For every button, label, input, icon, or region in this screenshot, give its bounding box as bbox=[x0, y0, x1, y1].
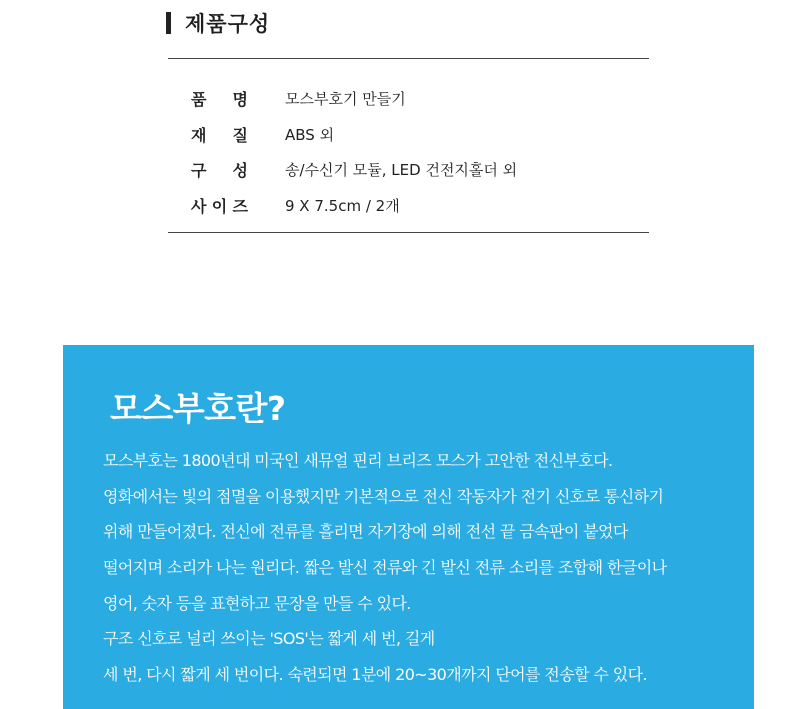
spec-table bbox=[191, 81, 517, 223]
spec-label-char: 재 bbox=[191, 125, 207, 145]
spec-label-char: 명 bbox=[232, 90, 248, 110]
info-line: 모스부호는 1800년대 미국인 새뮤얼 핀리 브리즈 모스가 고안한 전신부호다. bbox=[103, 451, 613, 470]
spec-label-char: 즈 bbox=[232, 196, 248, 216]
spec-label-char: 성 bbox=[232, 161, 248, 181]
table-bottom-rule bbox=[168, 232, 649, 233]
spec-label-char: 구 bbox=[191, 161, 207, 181]
section-title-text: 제품구성 bbox=[185, 12, 271, 36]
info-line: 떨어지며 소리가 나는 원리다. 짧은 발신 전류와 긴 발신 전류 소리를 조합해 한글이나 bbox=[103, 558, 667, 578]
spec-label bbox=[191, 123, 248, 146]
info-heading: 모스부호란? bbox=[110, 389, 286, 428]
morse-info-box bbox=[63, 345, 754, 709]
spec-row-size bbox=[191, 188, 517, 224]
info-line: 구조 신호로 널리 쓰이는 'SOS'는 짧게 세 번, 길게 bbox=[103, 629, 435, 649]
info-line: 세 번, 다시 짧게 세 번이다. 숙련되면 1분에 20~30개까지 단어를 전송할 수 있다. bbox=[103, 665, 647, 685]
spec-row-name bbox=[191, 81, 517, 117]
info-body bbox=[103, 446, 666, 696]
spec-label bbox=[191, 194, 248, 217]
spec-value: 9 X 7.5cm / 2개 bbox=[285, 196, 400, 215]
section-title bbox=[166, 8, 270, 38]
spec-value: 모스부호기 만들기 bbox=[285, 90, 406, 109]
spec-label-char: 사 bbox=[191, 196, 207, 216]
spec-value: 송/수신기 모듈, LED 건전지홀더 외 bbox=[285, 161, 518, 180]
spec-row-composition bbox=[191, 152, 517, 188]
title-bar-marker bbox=[166, 12, 171, 34]
spec-label-char: 질 bbox=[232, 125, 248, 145]
spec-row-material bbox=[191, 117, 517, 153]
spec-label-char: 품 bbox=[191, 90, 207, 110]
info-line: 위해 만들어졌다. 전신에 전류를 흘리면 자기장에 의해 전선 끝 금속판이 붙었다 bbox=[103, 522, 628, 542]
info-line: 영화에서는 빛의 점멸을 이용했지만 기본적으로 전신 작동자가 전기 신호로 통신하기 bbox=[103, 486, 664, 506]
spec-label bbox=[191, 87, 248, 110]
spec-label-char: 이 bbox=[211, 196, 228, 216]
table-top-rule bbox=[168, 58, 649, 59]
spec-label bbox=[191, 158, 248, 181]
spec-value: ABS 외 bbox=[285, 125, 335, 144]
info-line: 영어, 숫자 등을 표현하고 문장을 만들 수 있다. bbox=[103, 593, 411, 613]
